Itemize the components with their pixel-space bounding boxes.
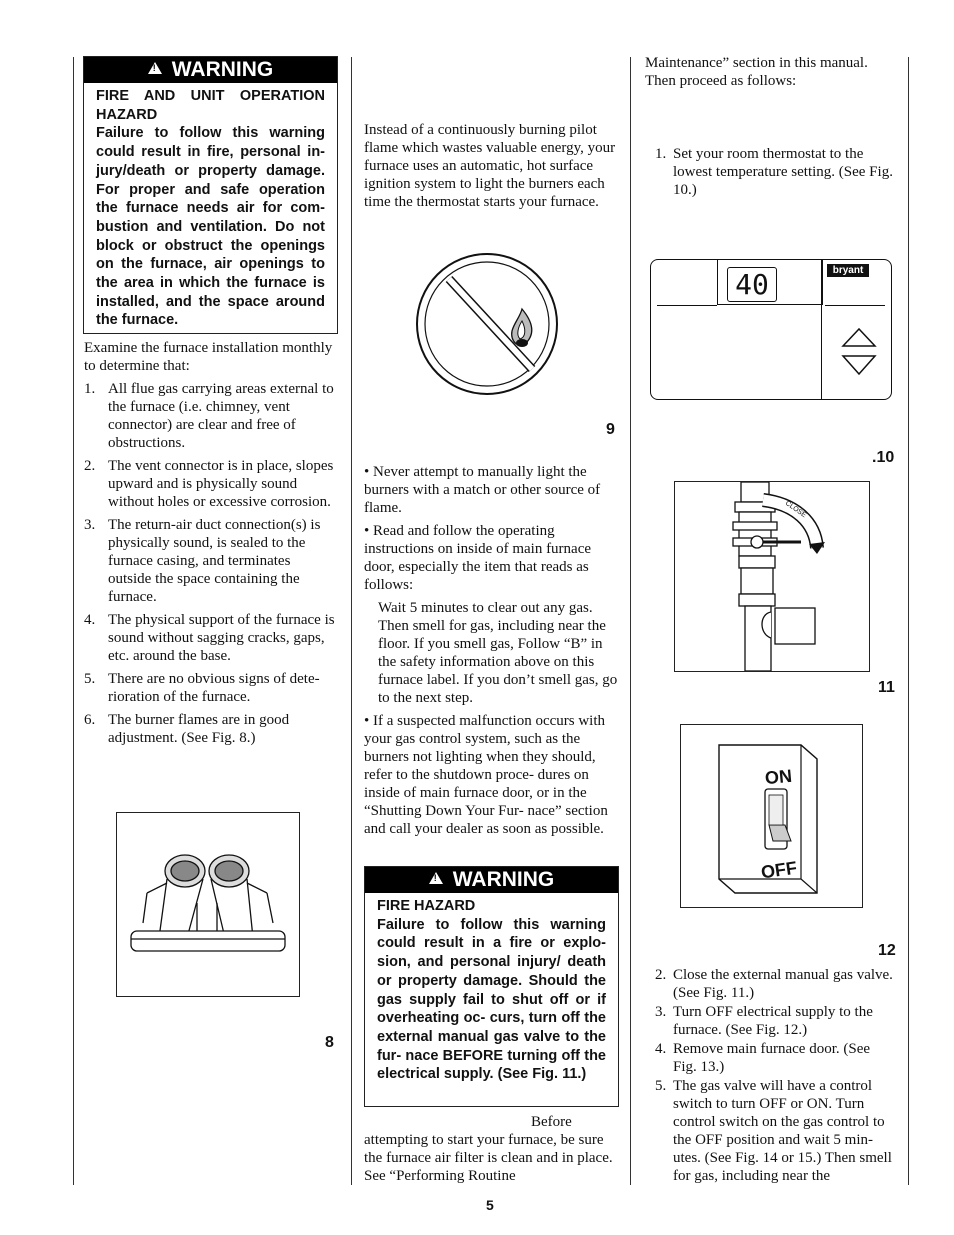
- column-rule-left: [73, 57, 74, 1185]
- warning-subtitle: FIRE AND UNIT OPERATION HAZARD: [96, 88, 325, 123]
- list-item: 4. The physical support of the furnace is sound without sagging cracks, gaps, etc. around the base.: [84, 612, 335, 664]
- list-item: 1. Set your room thermostat to the lowest temperature setting. (See Fig. 10.): [655, 146, 893, 198]
- warning-subtitle: FIRE HAZARD: [377, 898, 476, 914]
- closing-text: attempting to start your furnace, be sure the furnace air filter is clean and in place. See “Performing Routine: [364, 1132, 613, 1184]
- warning-title: WARNING: [452, 868, 555, 891]
- warning-text: Failure to follow this warning could result in fire, personal in- jury/death or property damage. For proper and safe operation the furnace needs air for com- bustion and ventilation. Do not block or obstruct the openings on the furnace, air openings to the area in which the furnace is installed, and the space around the furnace.: [96, 125, 325, 329]
- figure-gas-valve: [674, 481, 870, 672]
- burner-illustration: [117, 813, 299, 996]
- column-rule-2: [630, 57, 631, 1185]
- inspection-intro: Examine the furnace installation monthly to determine that:: [84, 340, 333, 374]
- column-rule-right: [908, 57, 909, 1185]
- figure-burner-flames: [116, 812, 300, 997]
- maintenance-continued: Maintenance” section in this manual. Then proceed as follows:: [645, 55, 868, 89]
- list-item: 1. All flue gas carrying areas external to the furnace (i.e. chimney, vent connector) are clear and free of obstructions.: [84, 381, 334, 451]
- figure-12-label: 12: [878, 942, 896, 959]
- figure-8-label: 8: [325, 1034, 334, 1051]
- brand-logo: bryant: [827, 264, 869, 277]
- column-2-closing: [364, 1113, 618, 1185]
- warning-triangle-icon: [148, 62, 162, 74]
- column-3-intro: [645, 54, 897, 90]
- list-item: 3. Turn OFF electrical supply to the furnace. (See Fig. 12.): [655, 1004, 873, 1038]
- up-down-arrows-icon: [839, 324, 879, 380]
- list-item: 6. The burner flames are in good adjustment. (See Fig. 8.): [84, 712, 290, 746]
- list-item: 3. The return-air duct connection(s) is physically sound, is sealed to the furnace casing, and terminates outside the space containing the furnace.: [84, 517, 321, 605]
- warning-header: [365, 867, 618, 893]
- warning-header: [84, 57, 337, 83]
- no-flame-icon: [414, 251, 560, 397]
- thermostat-illustration: [650, 259, 892, 400]
- figure-10-label: .10: [872, 449, 895, 466]
- bullet-never-light: • Never attempt to manually light the burners with a match or other source of flame.: [364, 464, 601, 516]
- figure-11-label: 11: [878, 679, 895, 696]
- list-item: 2. Close the external manual gas valve. (See Fig. 11.): [655, 967, 893, 1001]
- switch-off-label: OFF: [759, 857, 799, 883]
- warning-text: Failure to follow this warning could result in a fire or explo- sion, and personal injury/ death or property damage. Should the gas supply fail to shut off or if overheating oc- curs, turn off the external manual gas valve to the fur- nace BEFORE turning off the electrical supply. (See Fig. 11.): [377, 916, 606, 1083]
- ignition-intro: Instead of a continuously burning pilot flame which wastes valuable energy, your furnace uses an automatic, hot surface ignition system to light the burners each time the thermostat starts your furnace.: [364, 122, 616, 210]
- warning-triangle-icon: [429, 872, 443, 884]
- warning-title: WARNING: [171, 58, 274, 81]
- step-1: [655, 145, 895, 204]
- list-item: 2. The vent connector is in place, slopes upward and is physically sound without holes or excessive corrosion.: [84, 458, 334, 510]
- column-3-steps: [655, 966, 897, 1186]
- bullet-malfunction: • If a suspected malfunction occurs with your gas control system, such as the burners not lighting when they should, refer to the shutdown proce- dures on inside of main furnace door, or in the “Shutting Down Your Fur- nace” section and call your dealer as soon as possible.: [364, 713, 608, 837]
- list-item: 5. The gas valve will have a control switch to turn OFF or ON. Turn control switch on the gas control to the OFF position and wait 5 min- utes. (See Fig. 14 or 15.) Then smell for gas, including near the: [655, 1078, 892, 1184]
- thermostat-display: 40: [727, 267, 777, 302]
- column-1-text: [84, 339, 336, 752]
- gas-valve-illustration: [675, 482, 869, 671]
- figure-electrical-switch: [680, 724, 863, 908]
- warning-box-operation-hazard: [83, 56, 338, 334]
- bullet-read-instructions: • Read and follow the operating instructions on inside of main furnace door, especially the item that reads as follows:: [364, 523, 592, 593]
- column-2-intro: [364, 121, 618, 211]
- figure-9-label: 9: [606, 421, 615, 438]
- quoted-instruction: Wait 5 minutes to clear out any gas. Then smell for gas, including near the floor. If you smell gas, Follow “B” in the safety information above on this furnace label. If you don’t smell gas, go to the next step.: [378, 600, 618, 706]
- list-item: 4. Remove main furnace door. (See Fig. 13.): [655, 1041, 871, 1075]
- before-word: Before: [531, 1114, 572, 1130]
- list-item: 5. There are no obvious signs of dete- rioration of the furnace.: [84, 671, 320, 705]
- column-2-text: [364, 463, 618, 843]
- column-rule-1: [351, 57, 352, 1185]
- page-number: 5: [486, 1197, 494, 1213]
- switch-on-label: ON: [764, 765, 793, 789]
- warning-box-fire-hazard: [364, 866, 619, 1107]
- close-direction-label: CLOSE: [783, 499, 808, 520]
